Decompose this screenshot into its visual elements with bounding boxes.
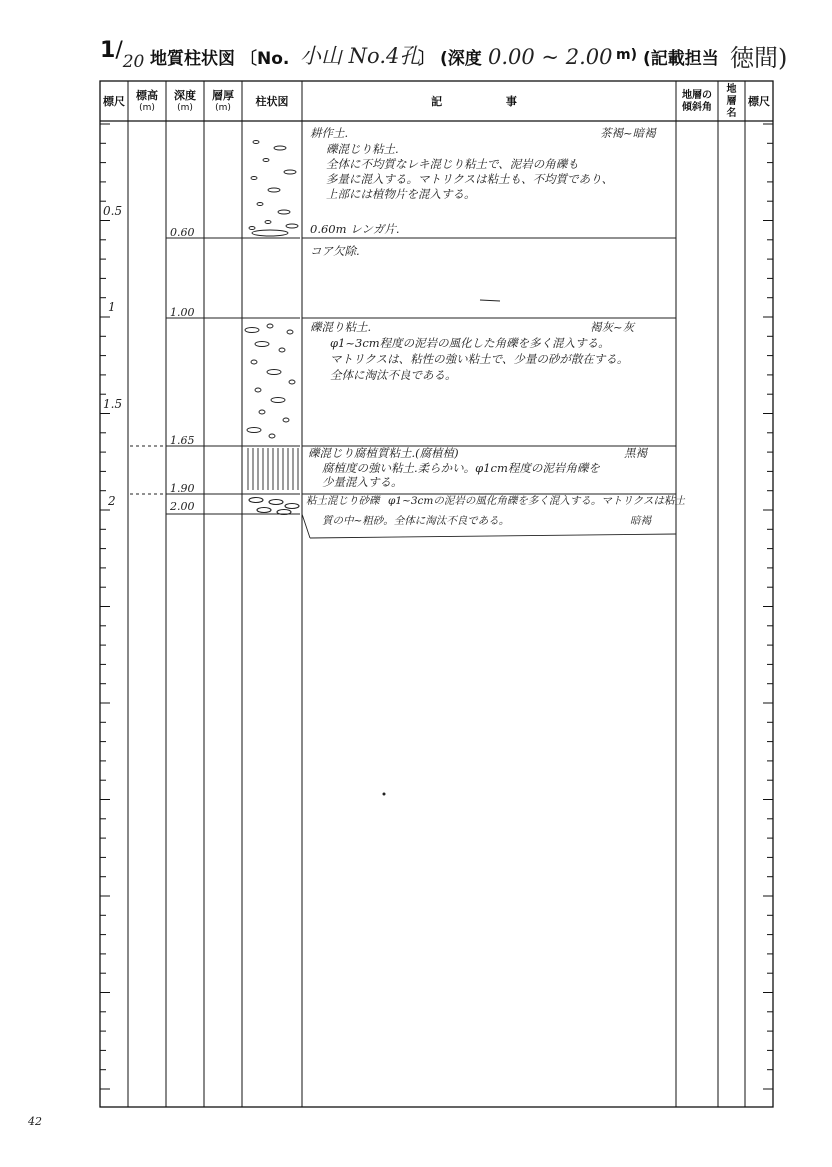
depth-value: 1.65	[170, 434, 195, 447]
header-elevation: 標高 (m)	[136, 89, 158, 113]
scale-label: 1.5	[103, 397, 123, 411]
layer-line: 少量混入する。	[322, 475, 403, 489]
depth-label: (深度	[440, 49, 482, 69]
depth-unit: m)	[616, 47, 637, 63]
layer-foot: 0.60m レンガ片.	[310, 222, 400, 236]
depth-value: 2.00	[170, 500, 195, 513]
layer-line: φ1~3cmの泥岩の風化角礫を多く混入する。マトリクスは粘土	[388, 495, 686, 507]
scale-denominator: 20	[122, 52, 145, 72]
header-thickness: 層厚 (m)	[212, 89, 234, 113]
header-depth: 深度 (m)	[174, 89, 196, 113]
bracket-close: 〕	[418, 49, 435, 69]
depth-value: 1.00	[170, 306, 195, 319]
bracket-open: 〔No.	[240, 49, 290, 69]
layer-line: 質の中~粗砂。全体に淘汰不良である。	[322, 515, 510, 527]
layer-name: 礫混り粘土.	[310, 320, 372, 334]
recorder-label: (記載担当	[643, 49, 719, 69]
scale-fraction: $1/_{20}$	[100, 38, 145, 72]
header-scale-right: 標尺	[748, 95, 770, 108]
layer-line: 上部には植物片を混入する。	[326, 187, 476, 201]
depth-value: 1.90	[170, 482, 195, 495]
layer-line: φ1~3cm程度の泥岩の風化した角礫を多く混入する。	[330, 336, 610, 350]
depth-value: 0.60	[170, 226, 195, 239]
layer-line: 腐植度の強い粘土.柔らかい。φ1cm程度の泥岩角礫を	[322, 461, 600, 475]
recorder-name: 徳間)	[730, 44, 788, 72]
layer-line: 全体に淘汰不良である。	[330, 368, 457, 382]
header-scale: 標尺	[103, 95, 125, 108]
layer-color: 暗褐	[630, 515, 651, 527]
layer-color: 黒褐	[624, 446, 647, 460]
layer-name: 礫混じり腐植質粘土.(腐植植)	[308, 446, 459, 460]
layer-line: 全体に不均質なレキ混じり粘土で、泥岩の角礫も	[326, 157, 579, 171]
layer-name: 粘土混じり砂礫	[306, 495, 380, 507]
layer-line: 礫混じり粘土.	[326, 142, 399, 156]
header-formation: 地層名	[726, 84, 737, 119]
depth-range: 0.00 ~ 2.00	[488, 45, 613, 69]
hole-number: 小山 No.4孔	[300, 44, 421, 68]
layer-name: コア欠除.	[310, 244, 360, 258]
layer-color: 茶褐~暗褐	[600, 126, 656, 140]
header-dip-angle: 地層の傾斜角	[682, 90, 712, 113]
layer-color: 褐灰~灰	[590, 320, 635, 334]
header-column: 柱状図	[255, 95, 289, 108]
page-number: 42	[28, 1115, 42, 1128]
scale-numerator: 1	[100, 38, 116, 63]
scale-label: 2	[108, 494, 116, 508]
layer-line: 多量に混入する。マトリクスは粘土も、不均質であり、	[326, 172, 614, 186]
scale-label: 1	[108, 300, 116, 314]
layer-name: 耕作土.	[310, 126, 349, 140]
document-title: 地質柱状図	[150, 49, 235, 69]
scale-label: 0.5	[103, 204, 123, 218]
header-description: 記 事	[431, 95, 547, 108]
layer-line: マトリクスは、粘性の強い粘土で、少量の砂が散在する。	[330, 352, 629, 366]
